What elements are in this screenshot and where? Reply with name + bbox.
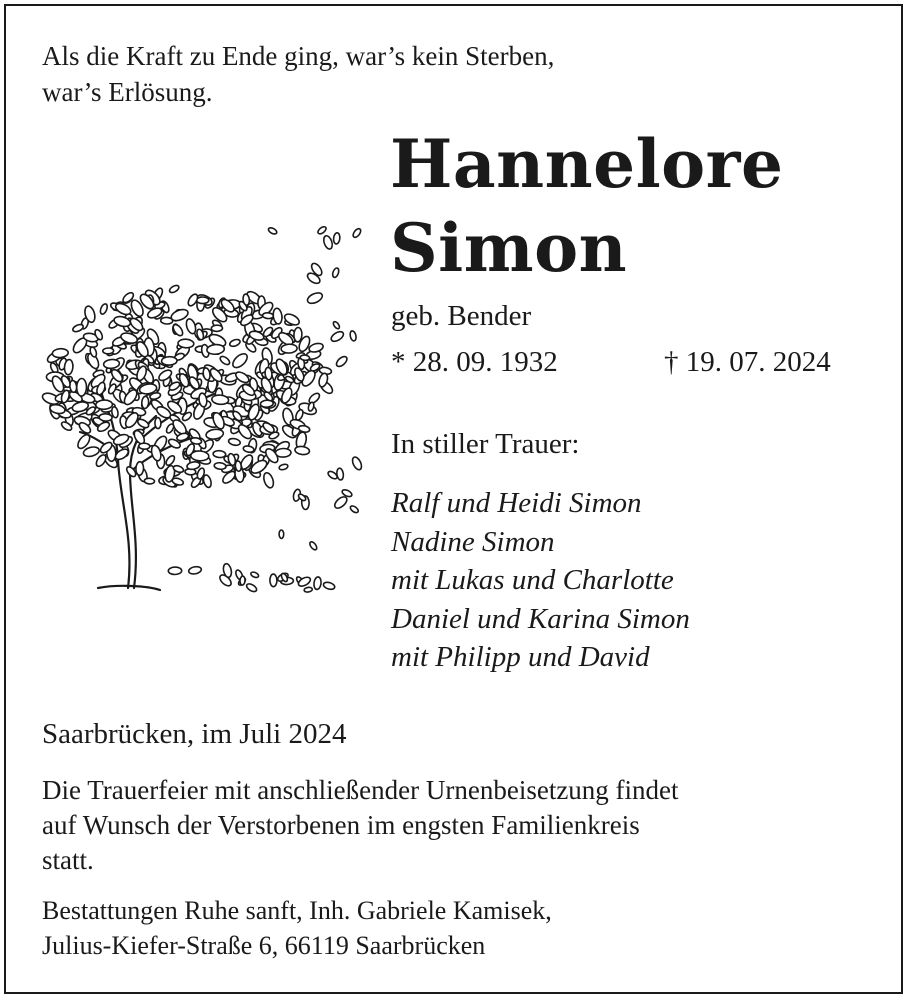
leaf — [309, 541, 319, 551]
notice-line: Die Trauerfeier mit anschließender Urnenbeisetzung findet — [42, 775, 679, 805]
notice-line: auf Wunsch der Verstorbenen im engsten Familienkreis — [42, 810, 640, 840]
leaf — [77, 378, 87, 396]
leaf — [72, 323, 84, 333]
leaf — [207, 344, 225, 355]
leaf — [136, 418, 150, 430]
leaf — [294, 446, 310, 456]
notice-line: statt. — [42, 845, 94, 875]
leaf — [262, 312, 273, 319]
leaf — [294, 327, 303, 342]
leaf — [349, 330, 357, 341]
leaf — [306, 291, 324, 306]
ceremony-notice — [42, 773, 679, 878]
leaf — [267, 227, 277, 236]
leaf — [304, 587, 313, 593]
leaf — [229, 338, 241, 347]
leaf — [188, 566, 202, 575]
leaf — [331, 267, 339, 278]
mourners-list — [391, 484, 690, 677]
mourner-line: Daniel und Karina Simon — [391, 602, 690, 635]
leaf — [168, 567, 182, 575]
leaf — [161, 317, 173, 324]
verse-line: war’s Erlösung. — [42, 77, 213, 107]
leaf — [332, 321, 340, 330]
verse — [42, 38, 554, 110]
deceased-first-name: Hannelore — [390, 125, 784, 203]
leaf — [94, 453, 107, 468]
leaf — [155, 417, 161, 428]
leaf — [351, 456, 364, 471]
leaf — [99, 413, 112, 421]
leaf — [278, 463, 288, 470]
leaf — [330, 330, 346, 344]
leaf — [279, 530, 284, 538]
leaf — [141, 396, 149, 409]
leaf — [178, 339, 194, 348]
leaf — [245, 582, 258, 593]
leaf — [103, 348, 114, 354]
leaf — [250, 571, 259, 579]
birth-date: * 28. 09. 1932 — [391, 346, 558, 378]
windblown-tree-icon — [38, 210, 368, 610]
leaf — [333, 233, 340, 245]
leaf — [197, 297, 209, 304]
place-date: Saarbrücken, im Juli 2024 — [42, 718, 347, 750]
leaf — [352, 227, 362, 238]
deceased-last-name: Simon — [390, 209, 628, 287]
leaf — [211, 394, 229, 405]
maiden-name: geb. Bender — [391, 300, 532, 332]
leaf — [281, 344, 297, 354]
leaf — [270, 574, 277, 587]
leaf — [122, 388, 139, 407]
leaf — [165, 454, 177, 466]
funeral-home-line: Bestattungen Ruhe sanft, Inh. Gabriele Kamisek, — [42, 896, 552, 925]
leaf — [349, 505, 359, 514]
leaf — [262, 472, 275, 490]
funeral-home — [42, 893, 552, 963]
leaf — [228, 438, 241, 447]
leaf — [322, 235, 334, 251]
leaf — [308, 342, 324, 353]
leaf — [335, 355, 349, 369]
leaf — [214, 462, 226, 470]
leaf — [297, 493, 306, 502]
verse-line: Als die Kraft zu Ende ging, war’s kein Sterben, — [42, 41, 555, 71]
leaf — [114, 301, 133, 316]
leaf — [99, 303, 109, 315]
leaf — [242, 294, 250, 306]
leaf — [161, 356, 177, 365]
leaf — [139, 443, 150, 449]
leaf — [52, 348, 68, 358]
leaf — [136, 462, 144, 476]
leaf — [294, 409, 304, 421]
leaf — [205, 428, 224, 440]
mourner-line: mit Lukas und Charlotte — [391, 564, 674, 596]
leaf — [264, 367, 272, 380]
mourners-heading: In stiller Trauer: — [391, 428, 580, 460]
leaf — [313, 577, 321, 590]
leaf — [234, 370, 251, 385]
leaf — [96, 400, 113, 410]
leaf — [186, 461, 200, 471]
funeral-home-line: Julius-Kiefer-Straße 6, 66119 Saarbrücken — [42, 931, 486, 960]
leaf — [219, 355, 231, 366]
leaf — [230, 351, 249, 370]
leaf — [240, 576, 246, 585]
leaf — [333, 495, 349, 510]
mourner-line: Ralf und Heidi Simon — [391, 487, 642, 519]
leaf — [185, 318, 198, 335]
leaf — [323, 581, 336, 591]
leaf — [103, 359, 120, 369]
leaf — [171, 323, 184, 337]
death-date: † 19. 07. 2024 — [664, 346, 831, 378]
leaf — [300, 355, 310, 361]
leaf — [168, 284, 180, 294]
mourner-line: mit Philipp und David — [391, 641, 650, 673]
leaf — [64, 359, 74, 375]
leaf — [317, 225, 328, 235]
leaf — [211, 325, 222, 332]
leaf — [144, 478, 155, 484]
mourner-line: Nadine Simon — [391, 525, 555, 558]
